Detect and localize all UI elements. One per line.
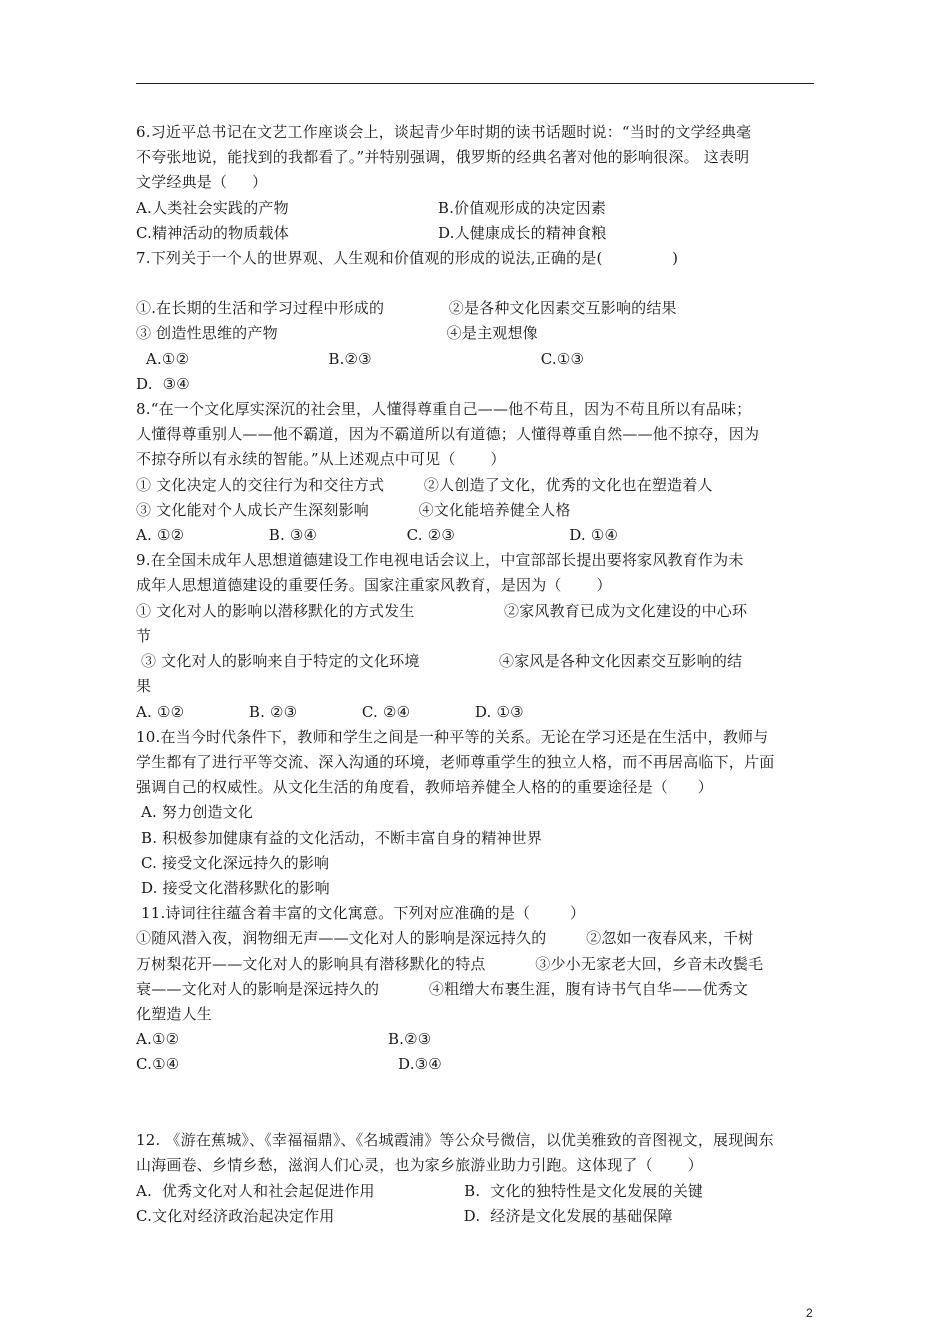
question-7-option-d: D. ③④ bbox=[136, 375, 190, 393]
question-9-line-1: 9.在全国未成年人思想道德建设工作电视电话会议上，中宣部部长提出要将家风教育作为未 bbox=[136, 551, 744, 569]
header-rule bbox=[136, 83, 814, 84]
question-12-options-ab: A. 优秀文化对人和社会起促进作用 B. 文化的独特性是文化发展的关键 bbox=[136, 1182, 704, 1200]
question-12-line-1: 12. 《游在蕉城》、《幸福福鼎》、《名城霞浦》等公众号微信，以优美雅致的音图视文，展现闽东 bbox=[136, 1131, 774, 1149]
question-6-line-1: 6.习近平总书记在文艺工作座谈会上，谈起青少年时期的读书话题时说：“当时的文学经典毫 bbox=[136, 123, 752, 141]
question-7-statements-12: ①.在长期的生活和学习过程中形成的 ②是各种文化因素交互影响的结果 bbox=[136, 299, 677, 317]
question-8-line-1: 8.“在一个文化厚实深沉的社会里，人懂得尊重自己——他不苟且，因为不苟且所以有品味； bbox=[136, 400, 752, 418]
question-11-options-cd: C.①④ D.③④ bbox=[136, 1055, 442, 1073]
question-6-options-ab: A.人类社会实践的产物 B.价值观形成的决定因素 bbox=[136, 199, 607, 217]
question-8-line-3: 不掠夺所以有永续的智能。”从上述观点中可见（ ） bbox=[136, 450, 506, 468]
question-10-line-1: 10.在当今时代条件下，教师和学生之间是一种平等的关系。无论在学习还是在生活中，教师与 bbox=[136, 728, 769, 746]
question-11-options-ab: A.①② B.②③ bbox=[136, 1030, 432, 1048]
question-8-statements-34: ③ 文化能对个人成长产生深刻影响 ④文化能培养健全人格 bbox=[136, 501, 571, 519]
question-10-line-2: 学生都有了进行平等交流、深入沟通的环境，老师尊重学生的独立人格，而不再居高临下，片面 bbox=[136, 753, 775, 771]
question-11-line-2: ①随风潜入夜，润物细无声——文化对人的影响是深远持久的 ②忽如一夜春风来，千树 bbox=[136, 929, 754, 947]
question-9-line-2: 成年人思想道德建设的重要任务。国家注重家风教育，是因为（ ） bbox=[136, 576, 612, 594]
question-10-option-d: D. 接受文化潜移默化的影响 bbox=[136, 879, 330, 897]
page-number: 2 bbox=[806, 1306, 813, 1320]
question-11-line-5: 化塑造人生 bbox=[136, 1005, 213, 1023]
question-10-line-3: 强调自己的权威性。从文化生活的角度看，教师培养健全人格的的重要途径是（ ） bbox=[136, 778, 714, 796]
question-12-line-2: 山海画卷、乡情乡愁，滋润人们心灵，也为家乡旅游业助力引跑。这体现了（ ） bbox=[136, 1156, 703, 1174]
question-10-option-b: B. 积极参加健康有益的文化活动，不断丰富自身的精神世界 bbox=[136, 829, 543, 847]
question-9-statements-34-wrap: 果 bbox=[136, 677, 152, 695]
question-6-options-cd: C.精神活动的物质载体 D.人健康成长的精神食粮 bbox=[136, 224, 607, 242]
question-10-option-c: C. 接受文化深远持久的影响 bbox=[136, 854, 330, 872]
question-6-line-3: 文学经典是（ ） bbox=[136, 173, 268, 191]
question-12-options-cd: C.文化对经济政治起决定作用 D. 经济是文化发展的基础保障 bbox=[136, 1207, 673, 1225]
question-9-statements-12: ① 文化对人的影响以潜移默化的方式发生 ②家风教育已成为文化建设的中心环 bbox=[136, 602, 748, 620]
question-8-line-2: 人懂得尊重别人——他不霸道，因为不霸道所以有道德；人懂得尊重自然——他不掠夺，因为 bbox=[136, 425, 760, 443]
question-6-line-2: 不夸张地说，能找到的我都看了。”并特别强调，俄罗斯的经典名著对他的影响很深。 这表明 bbox=[136, 148, 750, 166]
question-8-options: A. ①② B. ③④ C. ②③ D. ①④ bbox=[136, 526, 619, 544]
question-9-statements-34: ③ 文化对人的影响来自于特定的文化环境 ④家风是各种文化因素交互影响的结 bbox=[136, 652, 743, 670]
question-9-statements-12-wrap: 节 bbox=[136, 627, 152, 645]
question-10-option-a: A. 努力创造文化 bbox=[136, 803, 254, 821]
question-11-line-4: 衰——文化对人的影响是深远持久的 ④粗缯大布裹生涯，腹有诗书气自华——优秀文 bbox=[136, 980, 749, 998]
question-7-stem: 7.下列关于一个人的世界观、人生观和价值观的形成的说法,正确的是( ) bbox=[136, 249, 679, 267]
question-7-statements-34: ③ 创造性思维的产物 ④是主观想像 bbox=[136, 324, 538, 342]
question-7-options-abc: A.①② B.②③ C.①③ bbox=[136, 350, 585, 368]
question-8-statements-12: ① 文化决定人的交往行为和交往方式 ②人创造了文化，优秀的文化也在塑造着人 bbox=[136, 476, 713, 494]
question-11-stem: 11.诗词往往蕴含着丰富的文化寓意。下列对应准确的是（ ） bbox=[136, 904, 586, 922]
question-9-options: A. ①② B. ②③ C. ②④ D. ①③ bbox=[136, 703, 524, 721]
question-11-line-3: 万树梨花开——文化对人的影响具有潜移默化的特点 ③少小无家老大回，乡音未改鬓毛 bbox=[136, 955, 764, 973]
